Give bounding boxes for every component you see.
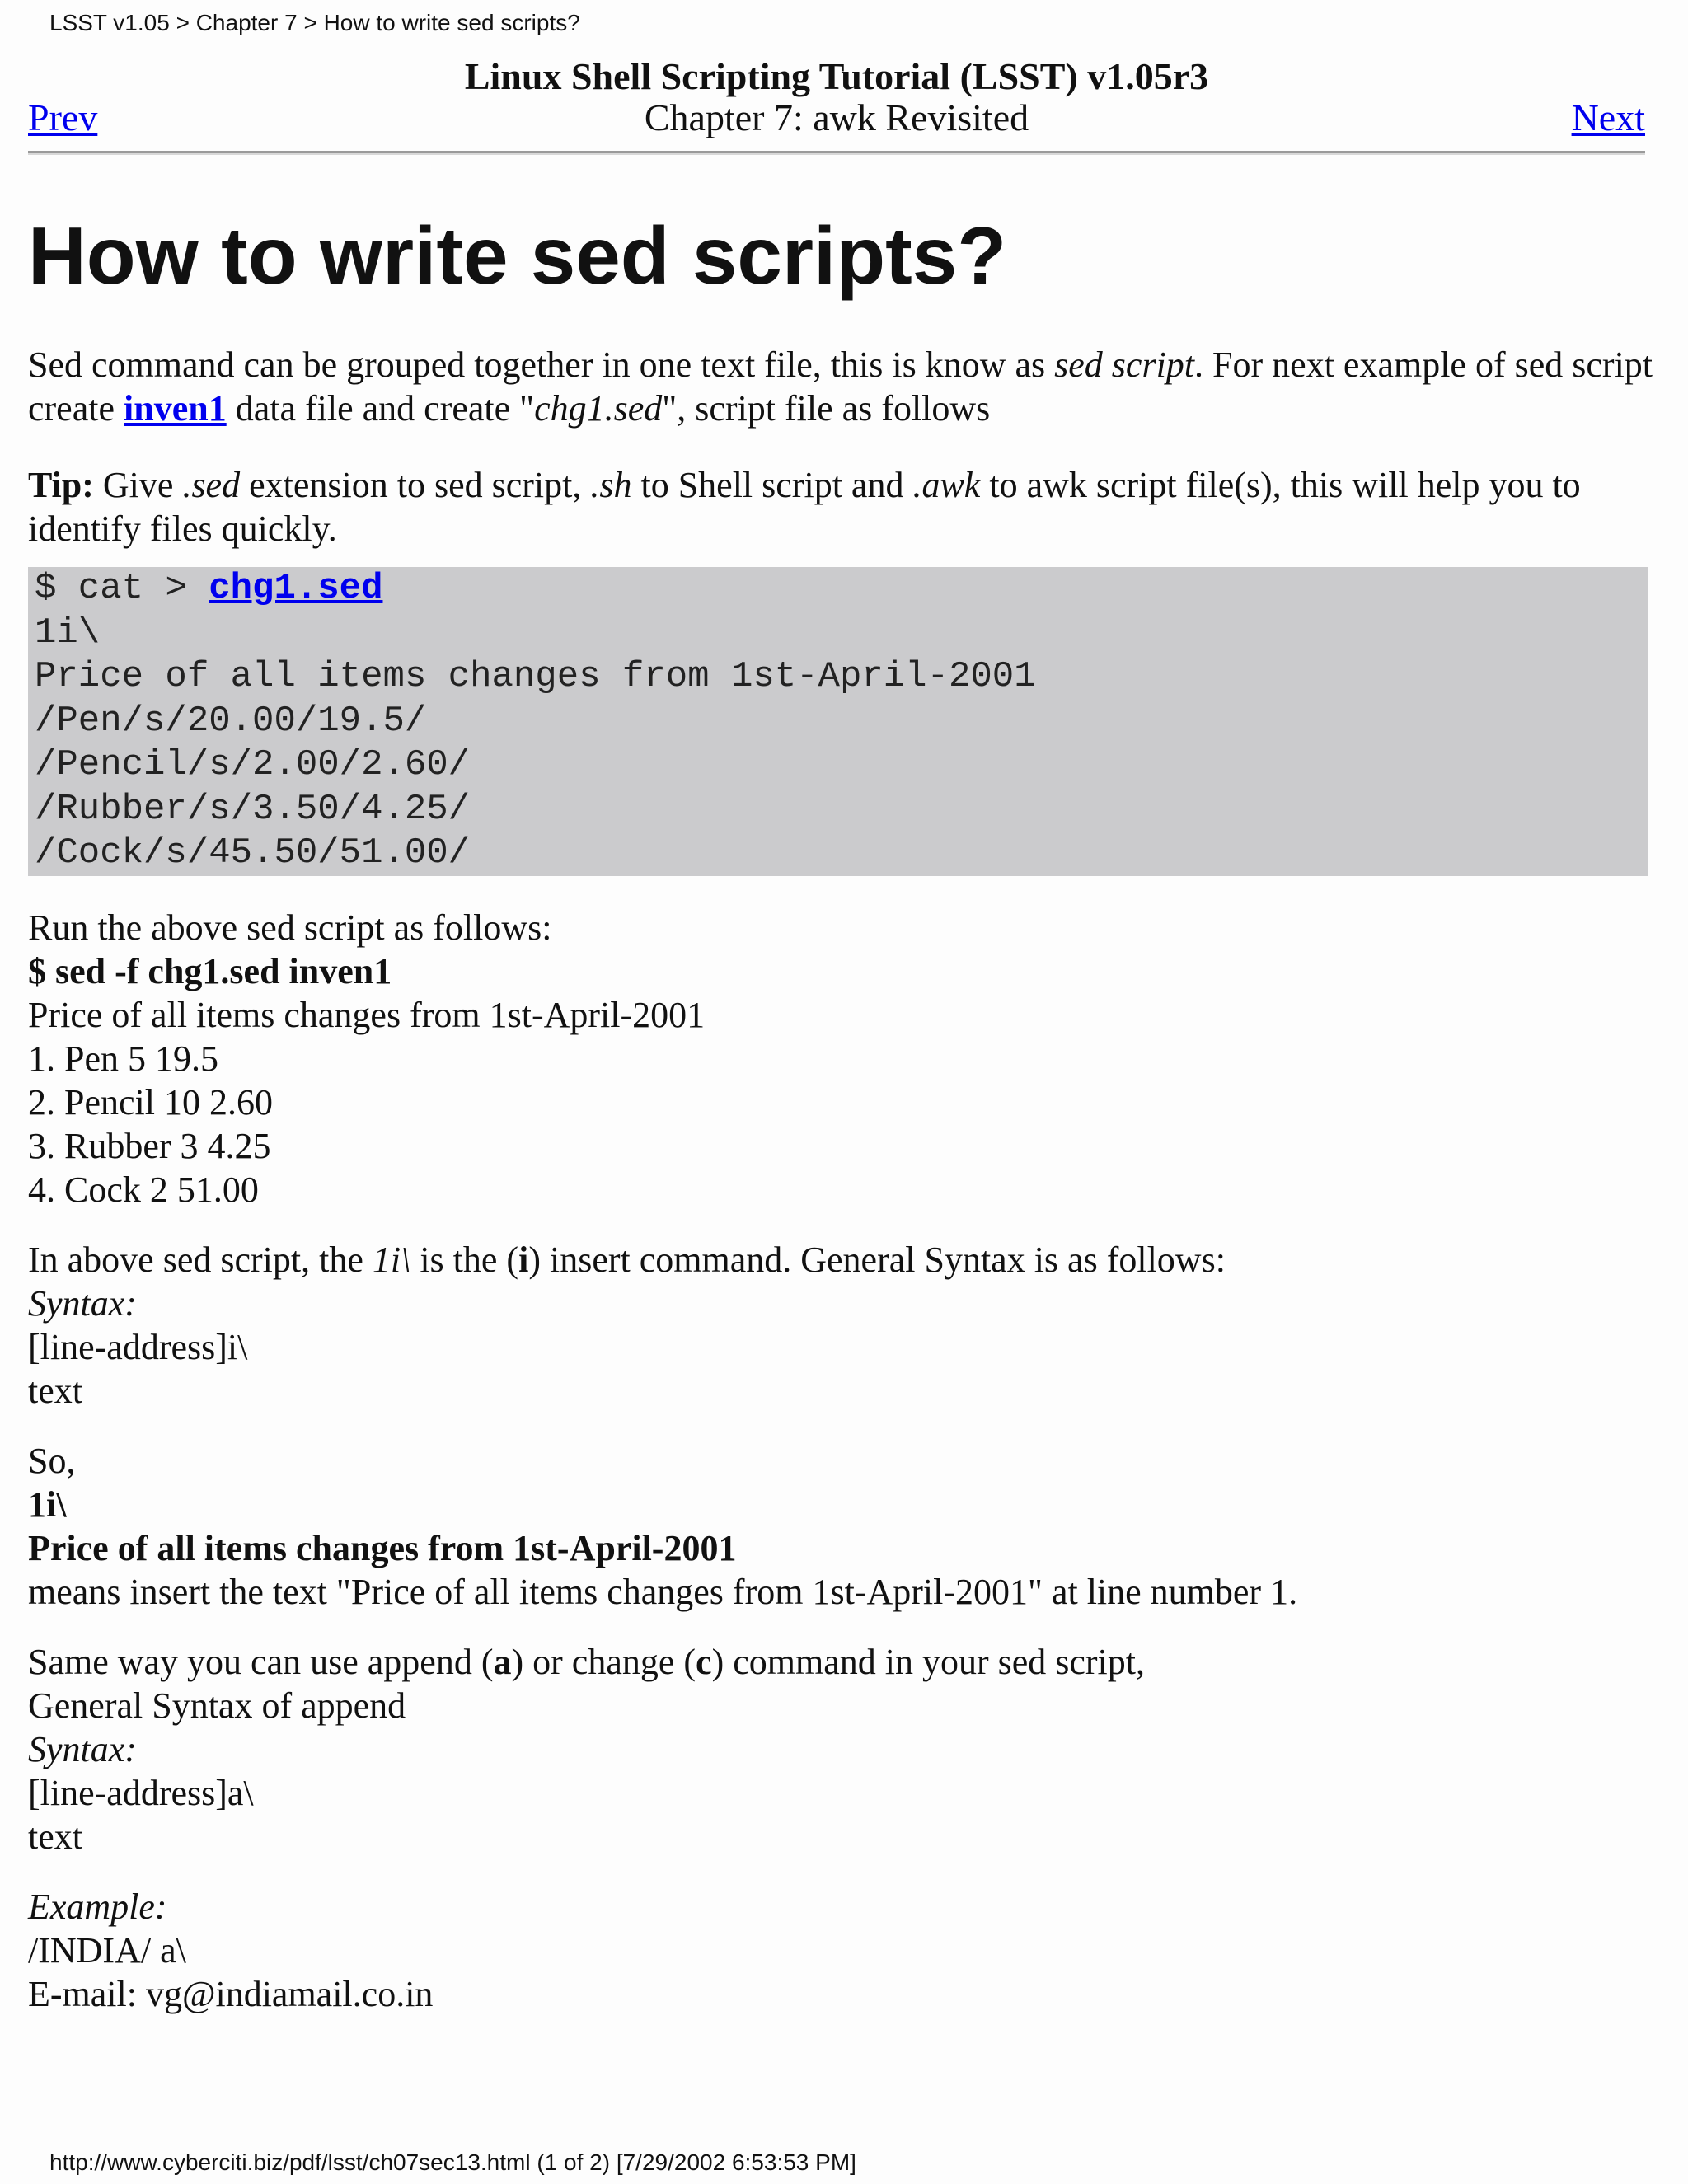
intro-paragraph — [28, 343, 1660, 430]
code-block — [28, 567, 1648, 876]
code-line: /Cock/s/45.50/51.00/ — [35, 832, 471, 874]
code-line: /Rubber/s/3.50/4.25/ — [35, 788, 471, 830]
tip-text: extension to sed script, — [240, 465, 591, 505]
change-letter: c — [696, 1641, 712, 1682]
tip-ext-sh: .sh — [590, 465, 632, 505]
example-label: Example: — [28, 1886, 167, 1927]
run-paragraph — [28, 906, 1660, 1212]
chg1-sed-link[interactable]: chg1.sed — [209, 568, 383, 609]
intro-text: data file and create " — [226, 388, 535, 429]
code-line: /Pen/s/20.00/19.5/ — [35, 700, 427, 742]
intro-text: ", script file as follows — [662, 388, 991, 429]
run-intro: Run the above sed script as follows: — [28, 907, 552, 948]
syntax-label: Syntax: — [28, 1728, 137, 1769]
insert-text: In above sed script, the — [28, 1239, 373, 1280]
next-link[interactable]: Next — [1571, 96, 1645, 138]
insert-paragraph — [28, 1238, 1660, 1413]
tip-ext-awk: .awk — [912, 465, 981, 505]
so-paragraph — [28, 1439, 1660, 1614]
print-footer: http://www.cyberciti.biz/pdf/lsst/ch07sec13.html (1 of 2) [7/29/2002 6:53:53 PM] — [49, 2149, 856, 2175]
syntax-line: [line-address]i\ — [28, 1326, 248, 1367]
example-line: /INDIA/ a\ — [28, 1929, 186, 1971]
tip-ext-sed: .sed — [182, 465, 241, 505]
code-prompt: $ cat > — [35, 568, 209, 609]
intro-emphasis-filename: chg1.sed — [534, 388, 663, 429]
intro-text: . For next example of sed script create — [28, 344, 1653, 429]
nav-divider — [28, 151, 1645, 155]
so-inserted-text: Price of all items changes from 1st-April-2001 — [28, 1527, 737, 1568]
example-paragraph — [28, 1885, 1660, 2016]
main-content — [28, 198, 1660, 2016]
so-text: So, — [28, 1440, 76, 1481]
code-line: /Pencil/s/2.00/2.60/ — [35, 744, 471, 785]
insert-letter: i — [518, 1239, 529, 1280]
print-header: LSST v1.05 > Chapter 7 > How to write sed scripts? — [49, 10, 580, 35]
run-command: $ sed -f chg1.sed inven1 — [28, 950, 392, 991]
so-explanation: means insert the text "Price of all items changes from 1st-April-2001" at line number 1. — [28, 1571, 1298, 1612]
inven1-link[interactable]: inven1 — [124, 388, 227, 429]
tip-label: Tip: — [28, 465, 94, 505]
append-syntax-heading: General Syntax of append — [28, 1685, 406, 1726]
so-command: 1i\ — [28, 1483, 67, 1525]
append-text: Same way you can use append ( — [28, 1641, 494, 1682]
append-text: ) or change ( — [511, 1641, 696, 1682]
chapter-title: Chapter 7: awk Revisited — [644, 96, 1029, 138]
insert-description — [28, 1238, 1660, 1282]
tip-text: to Shell script and — [631, 465, 913, 505]
intro-emphasis-sed-script: sed script — [1054, 344, 1195, 385]
output-line: 3. Rubber 3 4.25 — [28, 1125, 271, 1166]
append-letter: a — [493, 1641, 512, 1682]
prev-link[interactable]: Prev — [28, 96, 98, 138]
syntax-line: text — [28, 1370, 82, 1411]
code-line: Price of all items changes from 1st-April-2001 — [35, 656, 1036, 697]
code-line: 1i\ — [35, 612, 101, 654]
page-title: How to write sed scripts? — [28, 210, 1007, 301]
intro-text: Sed command can be grouped together in one text file, this is know as — [28, 344, 1055, 385]
insert-text: is the ( — [410, 1239, 519, 1280]
output-line: 4. Cock 2 51.00 — [28, 1169, 259, 1210]
syntax-line: [line-address]a\ — [28, 1772, 254, 1813]
append-paragraph — [28, 1640, 1660, 1858]
insert-command: 1i\ — [372, 1239, 411, 1280]
syntax-label: Syntax: — [28, 1282, 137, 1324]
insert-text: ) insert command. General Syntax is as follows: — [528, 1239, 1226, 1280]
example-line: E-mail: vg@indiamail.co.in — [28, 1973, 434, 2014]
syntax-line: text — [28, 1816, 82, 1857]
tip-text: Give — [93, 465, 183, 505]
output-line: Price of all items changes from 1st-April-2001 — [28, 994, 706, 1035]
tip-text: to awk script file(s), this will help you to identify files quickly. — [28, 465, 1581, 549]
nav-header — [28, 54, 1645, 145]
output-line: 2. Pencil 10 2.60 — [28, 1081, 273, 1122]
book-title: Linux Shell Scripting Tutorial (LSST) v1.05r3 — [464, 55, 1209, 97]
code-line — [35, 567, 1648, 612]
append-description — [28, 1640, 1660, 1684]
tip-paragraph — [28, 463, 1660, 551]
output-line: 1. Pen 5 19.5 — [28, 1038, 218, 1079]
append-text: ) command in your sed script, — [711, 1641, 1146, 1682]
